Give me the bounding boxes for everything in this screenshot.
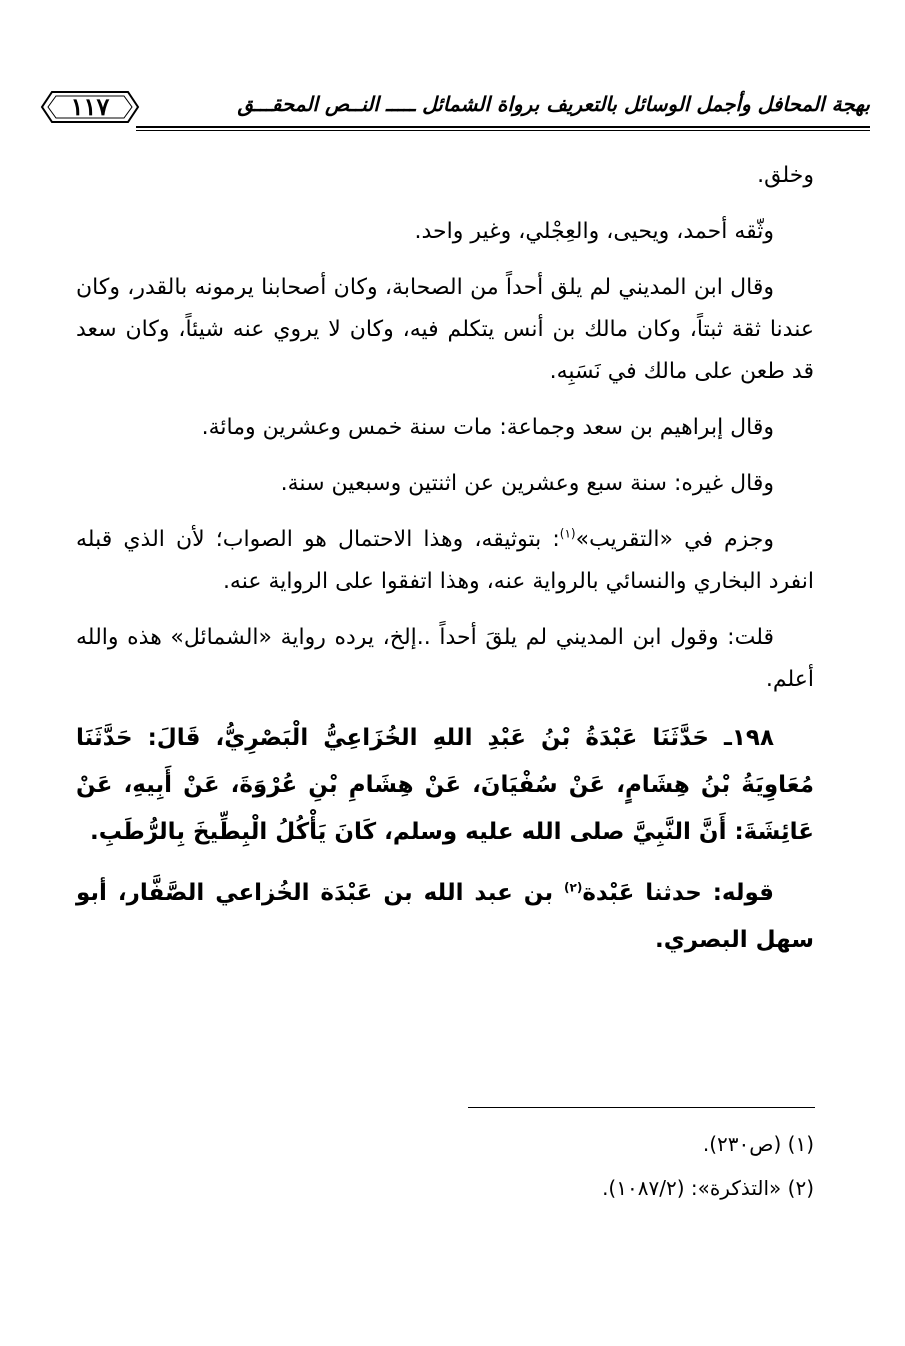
page-number: ١١٧ — [70, 92, 110, 121]
header-rule — [136, 126, 870, 128]
paragraph: وخلق. — [757, 163, 814, 188]
footnote-marker: (١) — [559, 526, 576, 541]
page-header — [40, 88, 870, 134]
hadith-text: ١٩٨ـ حَدَّثَنَا عَبْدَةُ بْنُ عَبْدِ اللهِ الخُزَاعِيُّ الْبَصْرِيُّ، قَالَ: حَدَّثَنَا مُعَاوِيَةُ بْنُ هِشَامٍ، عَنْ سُفْيَانَ، عَنْ هِشَامِ بْنِ عُرْوَةَ، عَنْ أَبِيهِ، عَنْ عَائِشَةَ: أَنَّ النَّبِيَّ صلى الله عليه وسلم، كَانَ يَأْكُلُ الْبِطِّيخَ بِالرُّطَبِ. — [76, 725, 814, 845]
paragraph-part: : بتوثيقه، وهذا الاحتمال هو الصواب؛ لأن الذي قبله انفرد البخاري والنسائي بالرواية عنه، وهذا اتفقوا على الرواية عنه. — [76, 527, 814, 594]
paragraph: وثّقه أحمد، ويحيى، والعِجْلي، وغير واحد. — [414, 219, 774, 244]
header-rule-thin — [136, 130, 870, 131]
page-number-frame — [40, 90, 140, 124]
running-title: بهجة المحافل وأجمل الوسائل بالتعريف برواة الشمائل ـــــ النــص المحقـــق — [237, 92, 870, 116]
paragraph: وقال ابن المديني لم يلق أحداً من الصحابة، وكان أصحابنا يرمونه بالقدر، وكان عندنا ثقة ثبتاً، وكان مالك بن أنس يتكلم فيه، وكان لا يروي عنه شيئاً، وكان سعد قد طعن على مالك في نَسَبِه. — [76, 275, 814, 384]
footnote-marker: (٢) — [564, 880, 583, 895]
paragraph: وقال غيره: سنة سبع وعشرين عن اثنتين وسبعين سنة. — [280, 471, 774, 496]
commentary-part: قوله: حدثنا عَبْدة — [582, 880, 774, 906]
paragraph: قلت: وقول ابن المديني لم يلقَ أحداً ..إلخ، يرده رواية «الشمائل» هذه والله أعلم. — [76, 625, 814, 692]
paragraph-taqrib — [76, 519, 814, 603]
commentary — [76, 870, 814, 964]
footnote: (١) (ص٢٣٠). — [702, 1132, 814, 1156]
footnotes — [300, 1122, 814, 1210]
paragraph-part: وجزم في «التقريب» — [575, 527, 774, 552]
footnote: (٢) «التذكرة»: (١٠٨٧/٢). — [602, 1176, 814, 1200]
commentary-part: بن عبد الله بن عَبْدَة الخُزاعي الصَّفَّار، أبو سهل البصري. — [76, 880, 814, 953]
footnote-separator — [468, 1107, 815, 1108]
main-text — [76, 155, 814, 978]
paragraph: وقال إبراهيم بن سعد وجماعة: مات سنة خمس وعشرين ومائة. — [201, 415, 774, 440]
